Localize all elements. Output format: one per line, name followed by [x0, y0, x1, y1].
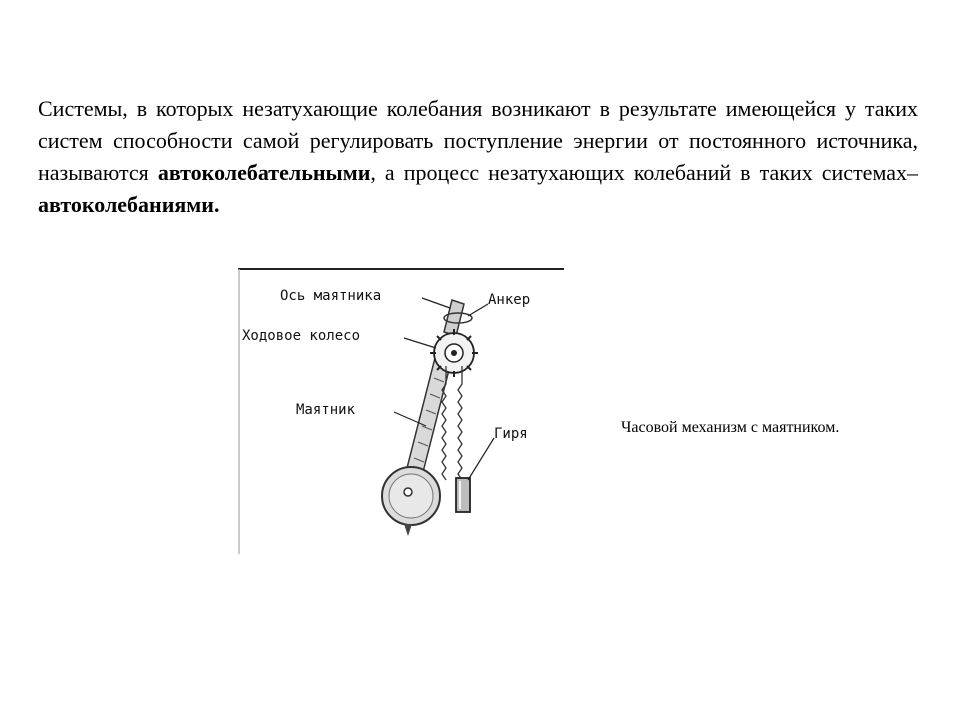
pendulum-bob — [382, 467, 440, 536]
paragraph-text-2: , а процесс незатухающих колебаний в таких системах– — [370, 160, 918, 185]
label-pendulum: Маятник — [296, 402, 356, 418]
main-paragraph — [38, 93, 918, 221]
label-anchor: Анкер — [488, 292, 531, 308]
clock-mechanism-diagram — [236, 266, 566, 556]
pendulum-axis-shaft — [444, 300, 472, 336]
label-pendulum-axis: Ось маятника — [280, 288, 382, 304]
label-escape-wheel: Ходовое колесо — [242, 328, 361, 344]
clock-mechanism-figure — [236, 266, 566, 556]
weight-cylinder — [456, 478, 470, 512]
figure-caption: Часовой механизм с маятником. — [621, 419, 840, 436]
label-weight: Гиря — [494, 426, 528, 442]
paragraph-text-1: Системы, в которых незатухающие колебания возникают в результате имеющейся у таких систем способности самой регулировать поступление энергии от постоянного источника, называются — [38, 96, 918, 185]
escape-wheel — [430, 329, 478, 377]
term-self-oscillating: автоколебательными — [157, 160, 371, 185]
term-self-oscillations: автоколебаниями. — [38, 192, 220, 217]
